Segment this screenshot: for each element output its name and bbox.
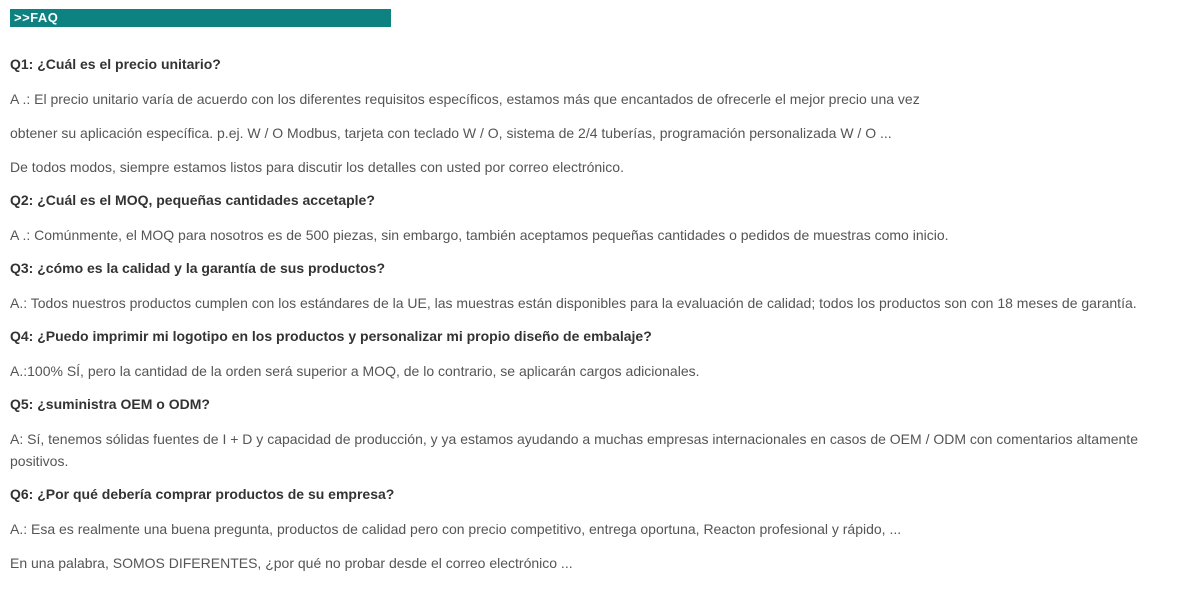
faq-item-q4: [10, 326, 1155, 382]
faq-answer-line: obtener su aplicación específica. p.ej. W / O Modbus, tarjeta con teclado W / O, sistema de 2/4 tuberías, programación personalizada W / O ...: [10, 125, 892, 141]
faq-item-q3: [10, 258, 1155, 314]
faq-answer-line: A .: Comúnmente, el MOQ para nosotros es de 500 piezas, sin embargo, también aceptamos pequeñas cantidades o pedidos de muestras como inicio.: [10, 227, 949, 243]
faq-item-q5: [10, 394, 1155, 472]
faq-answer-line: En una palabra, SOMOS DIFERENTES, ¿por qué no probar desde el correo electrónico ...: [10, 555, 573, 571]
faq-item-q6: [10, 484, 1155, 574]
faq-question: Q2: ¿Cuál es el MOQ, pequeñas cantidades accetaple?: [10, 192, 375, 208]
faq-item-q1: [10, 54, 1155, 178]
faq-answer-line: De todos modos, siempre estamos listos para discutir los detalles con usted por correo electrónico.: [10, 159, 624, 175]
faq-question: Q5: ¿suministra OEM o ODM?: [10, 396, 210, 412]
faq-answer-line: A .: El precio unitario varía de acuerdo con los diferentes requisitos específicos, estamos más que encantados de ofrecerle el mejor precio una vez: [10, 91, 920, 107]
faq-question: Q4: ¿Puedo imprimir mi logotipo en los productos y personalizar mi propio diseño de embalaje?: [10, 328, 652, 344]
faq-question: Q3: ¿cómo es la calidad y la garantía de sus productos?: [10, 260, 385, 276]
faq-question: Q1: ¿Cuál es el precio unitario?: [10, 56, 221, 72]
faq-item-q2: [10, 190, 1155, 246]
faq-section-title: >>FAQ: [14, 10, 59, 25]
faq-answer-line: A: Sí, tenemos sólidas fuentes de I + D y capacidad de producción, y ya estamos ayudando a muchas empresas internacionales en casos de OEM / ODM con comentarios altamente positivos.: [10, 431, 1138, 469]
faq-answer-line: A.: Esa es realmente una buena pregunta, productos de calidad pero con precio competitivo, entrega oportuna, Reacton profesional y rápido, ...: [10, 521, 902, 537]
faq-content: [0, 27, 1200, 574]
faq-section-header-bar: [10, 9, 391, 27]
faq-question: Q6: ¿Por qué debería comprar productos de su empresa?: [10, 486, 395, 502]
faq-answer-line: A.:100% SÍ, pero la cantidad de la orden será superior a MOQ, de lo contrario, se aplicarán cargos adicionales.: [10, 363, 700, 379]
faq-answer-line: A.: Todos nuestros productos cumplen con los estándares de la UE, las muestras están disponibles para la evaluación de calidad; todos los productos son con 18 meses de garantía.: [10, 295, 1137, 311]
